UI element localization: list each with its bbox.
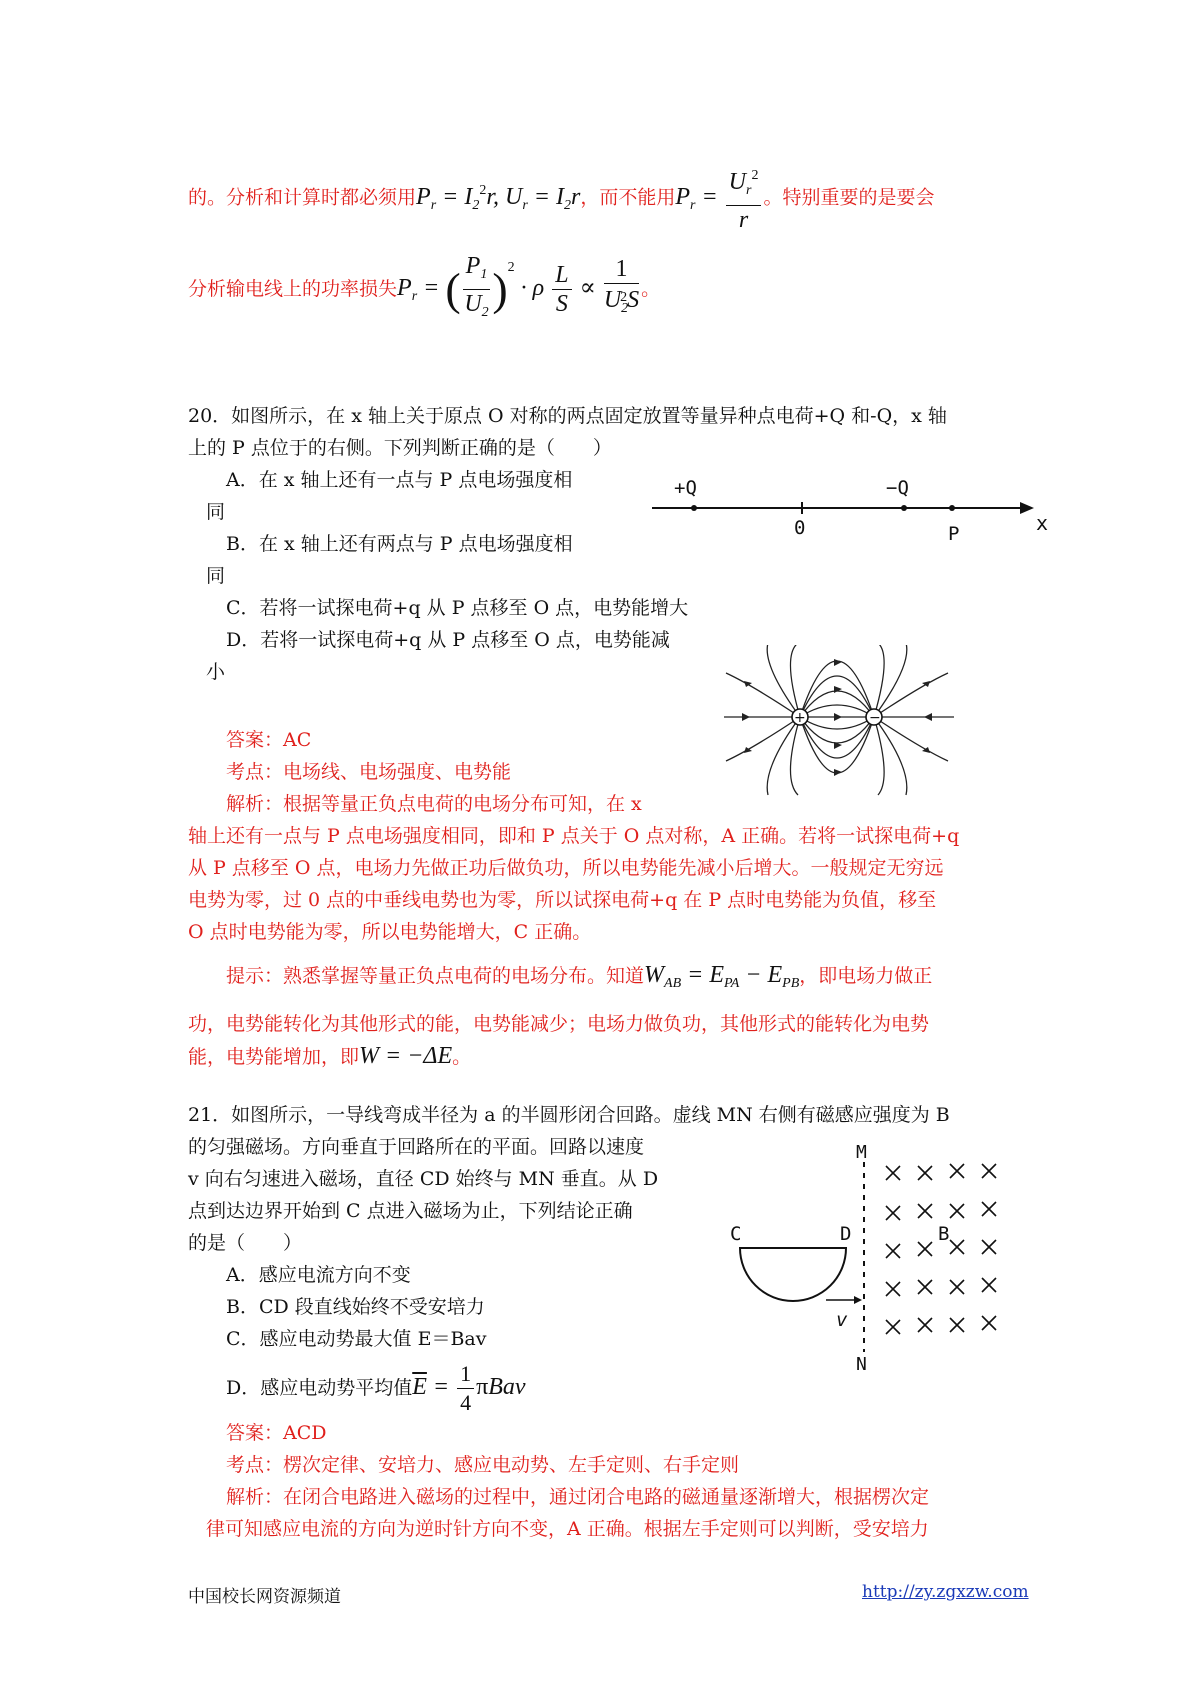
q20-option-c: C．若将一试探电荷+q 从 P 点移至 O 点，电势能增大 [226,597,689,619]
q21-option-c: C．感应电动势最大值 E＝Bav [226,1328,487,1350]
label-c: C [730,1223,742,1245]
q21-option-d [226,1360,526,1417]
q20-analysis-3: 从 P 点移至 O 点，电场力先做正功后做负功，所以电势能先减小后增大。一般规定无穷远 [188,857,944,879]
label-n: N [856,1354,867,1370]
q20-option-d-1: D．若将一试探电荷+q 从 P 点移至 O 点，电势能减 [226,629,670,651]
q21-option-b: B．CD 段直线始终不受安培力 [226,1296,485,1318]
semicircle-loop [740,1248,846,1301]
label-m: M [856,1142,867,1163]
q21-keypoint: 考点：楞次定律、安培力、感应电动势、左手定则、右手定则 [226,1454,740,1476]
svg-text:−: − [869,710,881,726]
intro-text-1a: 的。分析和计算时都必须用 [188,186,417,209]
q21-stem-2: 的匀强磁场。方向垂直于回路所在的平面。回路以速度 [188,1136,645,1158]
q21-stem-4: 点到达边界开始到 C 点进入磁场为止，下列结论正确 [188,1200,633,1222]
minus-q-dot [901,505,907,511]
formula-avg-emf: $\overline{E}$ = $\frac{1}{4}$ πBav [412,1361,526,1415]
intro-text-2a: 分析输电线上的功率损失 [188,278,398,300]
intro-line-2 [188,238,660,327]
q20-option-b-1: B．在 x 轴上还有两点与 P 点电场强度相 [226,533,573,555]
q21-option-d-text: D．感应电动势平均值 [226,1377,413,1400]
footer-link[interactable]: http://zy.zgxzw.com [862,1582,1029,1602]
q20-hint-1a: 提示：熟悉掌握等量正负点电荷的电场分布。知道 [226,965,645,987]
svg-text:+: + [794,710,806,726]
q20-analysis-4: 电势为零，过 0 点的中垂线电势也为零，所以试探电荷+q 在 P 点时电势能为负值，移至 [188,889,937,911]
q20-stem-2: 上的 P 点位于的右侧。下列判断正确的是（ ） [188,437,612,459]
q20-analysis-5: O 点时电势能为零，所以电势能增大，C 正确。 [188,921,592,943]
intro-text-2end: 。 [641,278,661,300]
q21-analysis-2: 律可知感应电流的方向为逆时针方向不变，A 正确。根据左手定则可以判断，受安培力 [206,1518,929,1540]
label-plus-q: +Q [674,477,697,499]
q21-magnetic-figure [726,1140,1036,1370]
q20-option-a-2: 同 [206,501,226,523]
formula-work-energy: $W_{AB} = E_{PA} - E_{PB}$ [644,962,800,991]
formula-pr-i2r: $P_r = I_2^2r$, $U_r = I_2r$ [416,182,581,213]
q20-option-d-2: 小 [206,661,226,683]
q21-option-a: A．感应电流方向不变 [226,1264,411,1286]
q20-analysis-2: 轴上还有一点与 P 点电场强度相同，即和 P 点关于 O 点对称，A 正确。若将一试探电荷+q [188,825,960,847]
formula-pr-u2r: $P_r$ = $\frac{U_r^2}{r}$ [675,184,763,210]
q20-stem-1: 20．如图所示，在 x 轴上关于原点 O 对称的两点固定放置等量异种点电荷+Q 和-Q，x 轴 [188,405,947,427]
q21-answer: 答案：ACD [226,1422,327,1444]
formula-w-minus-delta-e: W = −ΔE [359,1043,453,1069]
q21-stem-1: 21．如图所示，一导线弯成半径为 a 的半圆形闭合回路。虚线 MN 右侧有磁感应强度为 B [188,1104,950,1126]
plus-q-dot [691,505,697,511]
q20-option-a-1: A．在 x 轴上还有一点与 P 点电场强度相 [226,469,573,491]
label-v: v [836,1309,848,1331]
q20-axis-figure [650,470,1050,540]
magnetic-field-crosses [886,1164,996,1334]
q20-hint-1b: ，即电场力做正 [799,965,933,987]
q20-option-b-2: 同 [206,565,226,587]
q20-answer: 答案：AC [226,729,312,751]
intro-line-1 [188,162,934,234]
q21-analysis-1: 解析：在闭合电路进入磁场的过程中，通过闭合电路的磁通量逐渐增大，根据楞次定 [226,1486,930,1508]
q20-analysis-1: 解析：根据等量正负点电荷的电场分布可知，在 x [226,793,642,815]
formula-power-loss: $P_r$ = ( $\frac{P_1}{U_2}$ )$^2$ · ρ $\frac{L}{S}$ ∝ $\frac{1}{U_2^2S}$ [397,252,640,320]
intro-text-1c: 。特别重要的是要会 [763,186,935,209]
q20-hint-1 [226,957,932,1002]
q20-hint-3 [188,1041,471,1072]
label-b: B [938,1223,950,1245]
q20-hint-3b: 。 [452,1046,472,1068]
label-minus-q: −Q [886,477,909,499]
label-d: D [840,1223,852,1245]
q20-keypoint: 考点：电场线、电场强度、电势能 [226,761,512,783]
footer-site-name: 中国校长网资源频道 [188,1587,341,1607]
q21-stem-3: v 向右匀速进入磁场，直径 CD 始终与 MN 垂直。从 D [188,1168,659,1190]
intro-text-1b: ，而不能用 [580,186,676,209]
p-dot [949,505,955,511]
label-origin: 0 [794,517,806,539]
q20-hint-3a: 能，电势能增加，即 [188,1046,360,1068]
field-lines-diagram [722,645,994,797]
q20-hint-2: 功，电势能转化为其他形式的能，电势能减少；电场力做负功，其他形式的能转化为电势 [188,1013,930,1035]
label-x-axis: x [1036,511,1049,535]
q21-stem-5: 的是（ ） [188,1232,303,1254]
label-p: P [948,523,960,540]
